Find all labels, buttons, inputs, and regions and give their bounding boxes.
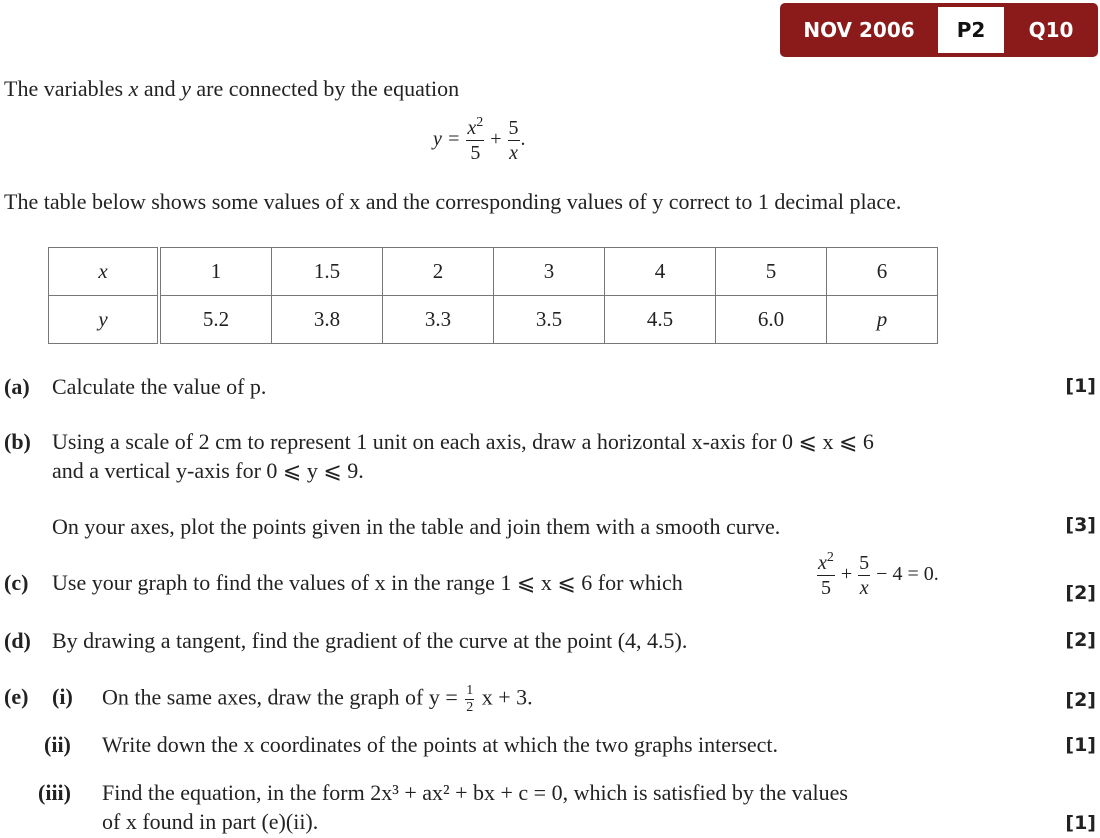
part-e-ii-label: (ii)	[44, 732, 71, 757]
part-e-i-text: On the same axes, draw the graph of y = $\frac{1}{2}$ x + 3.	[102, 683, 533, 715]
badge-session: NOV 2006	[803, 18, 915, 42]
table-row-y	[49, 296, 938, 344]
table-intro: The table below shows some values of x and the corresponding values of y correct to 1 decimal place.	[4, 189, 902, 214]
fraction-one-half: $\frac{1}{2}$	[466, 683, 474, 715]
table-cell: 2	[383, 248, 494, 296]
row-header-y: y	[49, 296, 160, 344]
part-a-text: Calculate the value of p.	[52, 374, 267, 399]
table-row-x	[49, 248, 938, 296]
part-d-marks: [2]	[1065, 629, 1096, 651]
table-cell: 1.5	[272, 248, 383, 296]
badge-paper: P2	[938, 7, 1004, 53]
main-equation: y = $\frac{x^2}{5}$ + $\frac{5}{x}$ .	[433, 115, 526, 164]
part-c-marks: [2]	[1065, 582, 1096, 604]
part-e-iii-line2: of x found in part (e)(ii).	[102, 809, 319, 834]
part-b-marks: [3]	[1065, 514, 1096, 536]
row-header-x: x	[49, 248, 160, 296]
part-e-iii-label: (iii)	[38, 780, 71, 805]
part-b-line3: On your axes, plot the points given in the table and join them with a smooth curve.	[52, 514, 781, 539]
part-a-label: (a)	[4, 374, 30, 399]
badge-question: Q10	[1028, 18, 1074, 42]
part-b-line1: Using a scale of 2 cm to represent 1 unit on each axis, draw a horizontal x-axis for 0 ⩽ x ⩽ 6	[52, 429, 874, 454]
part-d-label: (d)	[4, 628, 31, 653]
table-cell: 1	[159, 248, 272, 296]
part-e-label: (e)	[4, 684, 29, 709]
part-b-line2: and a vertical y-axis for 0 ⩽ y ⩽ 9.	[52, 458, 364, 483]
question-badge	[780, 3, 1098, 57]
table-cell: 6	[827, 248, 938, 296]
fraction-x-squared-over-5: $\frac{x^2}{5}$	[467, 115, 484, 164]
table-cell: 4.5	[605, 296, 716, 344]
part-c-text: Use your graph to find the values of x in the range 1 ⩽ x ⩽ 6 for which	[52, 570, 683, 595]
table-cell: 5.2	[159, 296, 272, 344]
fraction-5-over-x: $\frac{5}{x}$	[508, 117, 519, 164]
table-cell: 3.3	[383, 296, 494, 344]
intro-line: The variables x and y are connected by the equation	[4, 76, 460, 101]
table-cell: 5	[716, 248, 827, 296]
table-cell: p	[827, 296, 938, 344]
part-e-ii-text: Write down the x coordinates of the points at which the two graphs intersect.	[102, 732, 779, 757]
table-cell: 4	[605, 248, 716, 296]
part-e-iii-line1: Find the equation, in the form 2x³ + ax² + bx + c = 0, which is satisfied by the values	[102, 780, 848, 805]
table-cell: 6.0	[716, 296, 827, 344]
part-a-marks: [1]	[1065, 375, 1096, 397]
part-c-label: (c)	[4, 570, 29, 595]
part-e-i-label: (i)	[52, 684, 73, 709]
part-e-iii-marks: [1]	[1065, 812, 1096, 834]
table-cell: 3.8	[272, 296, 383, 344]
part-d-text: By drawing a tangent, find the gradient of the curve at the point (4, 4.5).	[52, 628, 688, 653]
part-c-equation: $\frac{x^2}{5}$ + $\frac{5}{x}$ − 4 = 0.	[818, 550, 939, 599]
table-cell: 3	[494, 248, 605, 296]
table-cell: 3.5	[494, 296, 605, 344]
part-e-i-marks: [2]	[1065, 689, 1096, 711]
part-b-label: (b)	[4, 429, 31, 454]
part-e-ii-marks: [1]	[1065, 734, 1096, 756]
values-table	[48, 247, 938, 344]
